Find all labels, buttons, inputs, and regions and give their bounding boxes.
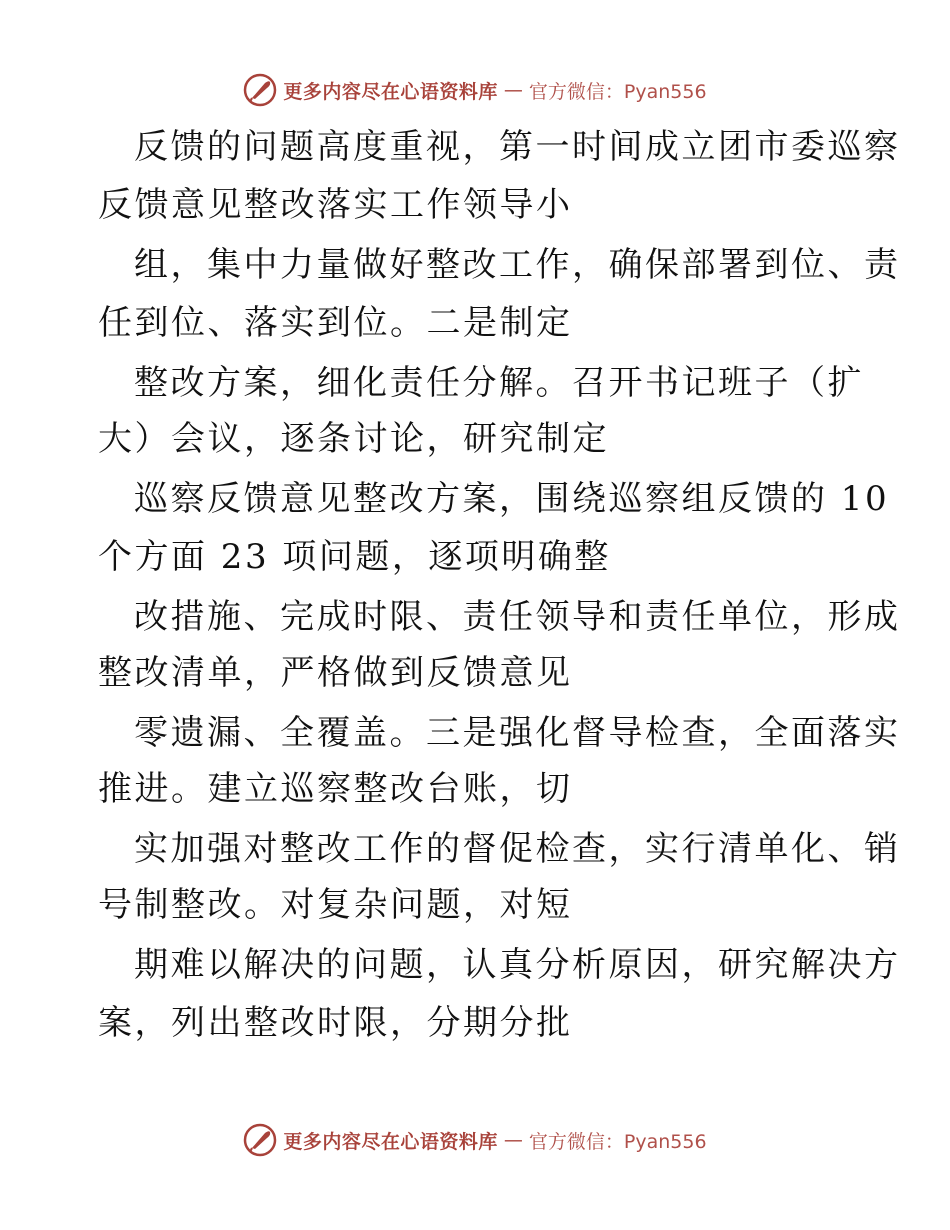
body-line: 任到位、落实到位。二是制定 <box>98 303 573 343</box>
body-line: 巡察反馈意见整改方案，围绕巡察组反馈的 10 <box>134 479 890 519</box>
body-line: 号制整改。对复杂问题，对短 <box>98 885 573 925</box>
body-line: 整改清单，严格做到反馈意见 <box>98 653 573 693</box>
body-line: 零遗漏、全覆盖。三是强化督导检查，全面落实 <box>134 713 901 753</box>
body-line: 组，集中力量做好整改工作，确保部署到位、责 <box>134 245 901 285</box>
body-line: 大）会议，逐条讨论，研究制定 <box>98 419 609 459</box>
watermark-site-text: 更多内容尽在心语资料库 <box>283 80 498 103</box>
watermark-wechat-text: 官方微信：Pyan556 <box>528 80 707 103</box>
watermark-separator: — <box>503 1129 523 1151</box>
body-line: 实加强对整改工作的督促检查，实行清单化、销 <box>134 829 901 869</box>
body-line: 反馈意见整改落实工作领导小 <box>98 185 573 225</box>
quill-pen-logo-icon <box>243 1123 277 1157</box>
body-line: 推进。建立巡察整改台账，切 <box>98 769 573 809</box>
watermark-site-text: 更多内容尽在心语资料库 <box>283 1130 498 1153</box>
body-line: 反馈的问题高度重视，第一时间成立团市委巡察 <box>134 127 901 167</box>
quill-pen-logo-icon <box>243 73 277 107</box>
header-watermark <box>0 70 950 110</box>
footer-watermark <box>0 1120 950 1160</box>
body-line: 个方面 23 项问题，逐项明确整 <box>98 537 611 577</box>
watermark-separator: — <box>503 79 523 101</box>
watermark-wechat-text: 官方微信：Pyan556 <box>528 1130 707 1153</box>
body-line: 改措施、完成时限、责任领导和责任单位，形成 <box>134 597 901 637</box>
body-line: 期难以解决的问题，认真分析原因，研究解决方 <box>134 945 901 985</box>
body-line: 整改方案，细化责任分解。召开书记班子（扩 <box>134 363 864 403</box>
body-line: 案，列出整改时限，分期分批 <box>98 1003 573 1043</box>
